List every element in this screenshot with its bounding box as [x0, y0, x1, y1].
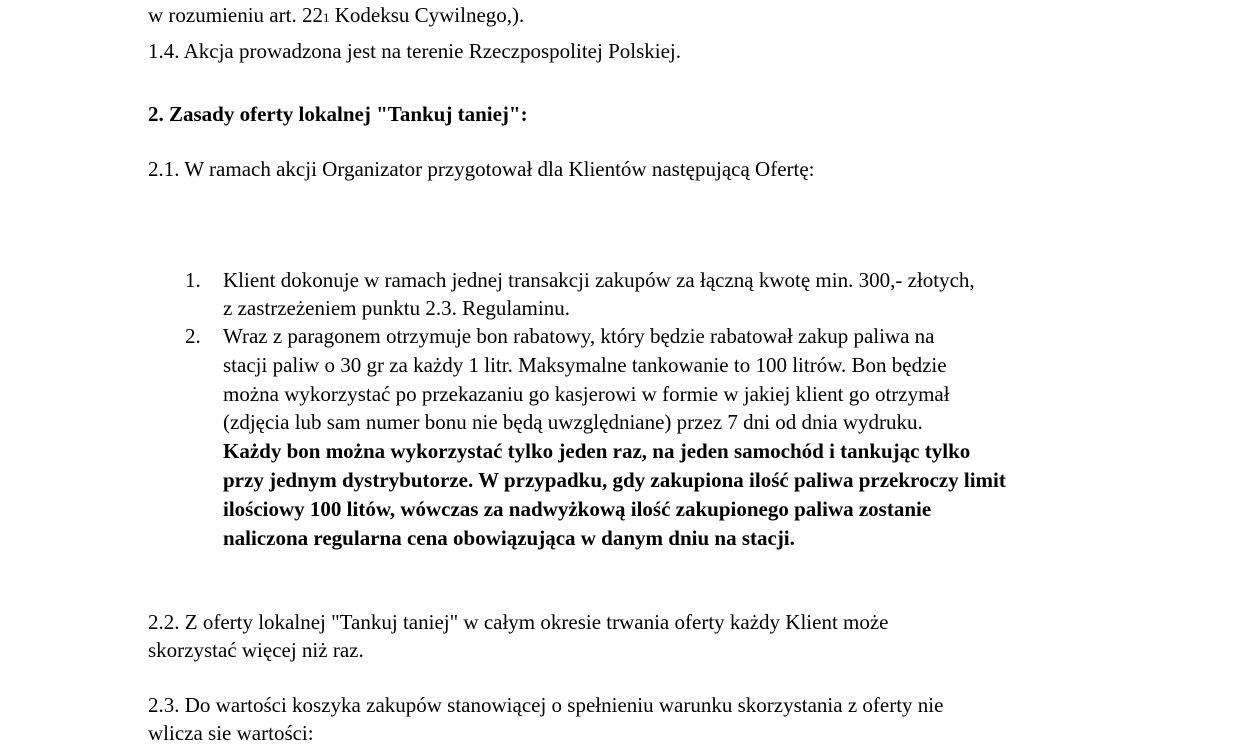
- intro-line-art-22: [148, 1, 524, 32]
- intro-text-end: Kodeksu Cywilnego,).: [329, 3, 525, 27]
- paragraph-2-2-line: 2.2. Z oferty lokalnej "Tankuj taniej" w całym okresie trwania oferty każdy Klient może: [148, 610, 889, 634]
- section-2-heading: 2. Zasady oferty lokalnej "Tankuj taniej":: [148, 102, 528, 126]
- list-item-number: 1.: [185, 268, 201, 292]
- list-item-bold-line: ilościowy 100 litów, wówczas za nadwyżkową ilość zakupionego paliwa zostanie: [223, 497, 932, 521]
- list-item-number: 2.: [185, 324, 201, 348]
- list-item-line: Klient dokonuje w ramach jednej transakcji zakupów za łączną kwotę min. 300,- złotych,: [223, 268, 975, 292]
- list-item-bold-line: przy jednym dystrybutorze. W przypadku, gdy zakupiona ilość paliwa przekroczy limit: [223, 468, 1006, 492]
- paragraph-1-4: 1.4. Akcja prowadzona jest na terenie Rzeczpospolitej Polskiej.: [148, 39, 682, 63]
- subscript-number: 1: [322, 10, 330, 25]
- paragraph-2-1: 2.1. W ramach akcji Organizator przygotował dla Klientów następującą Ofertę:: [148, 157, 815, 181]
- list-item-line: z zastrzeżeniem punktu 2.3. Regulaminu.: [223, 296, 570, 320]
- list-item-line: (zdjęcia lub sam numer bonu nie będą uwzględniane) przez 7 dni od dnia wydruku.: [223, 410, 923, 434]
- list-item-line: Wraz z paragonem otrzymuje bon rabatowy, który będzie rabatował zakup paliwa na: [223, 324, 935, 348]
- list-item-line: stacji paliw o 30 gr za każdy 1 litr. Maksymalne tankowanie to 100 litrów. Bon będzie: [223, 353, 947, 377]
- paragraph-2-3-line: 2.3. Do wartości koszyka zakupów stanowiącej o spełnieniu warunku skorzystania z oferty nie: [148, 693, 944, 717]
- intro-text: w rozumieniu art. 22: [148, 3, 323, 27]
- paragraph-2-2-line: skorzystać więcej niż raz.: [148, 638, 364, 662]
- list-item-bold-line: naliczona regularna cena obowiązująca w danym dniu na stacji.: [223, 526, 795, 550]
- list-item-line: można wykorzystać po przekazaniu go kasjerowi w formie w jakiej klient go otrzymał: [223, 382, 950, 406]
- paragraph-2-3-line: wlicza sie wartości:: [148, 721, 314, 745]
- list-item-bold-line: Każdy bon można wykorzystać tylko jeden raz, na jeden samochód i tankując tylko: [223, 439, 971, 463]
